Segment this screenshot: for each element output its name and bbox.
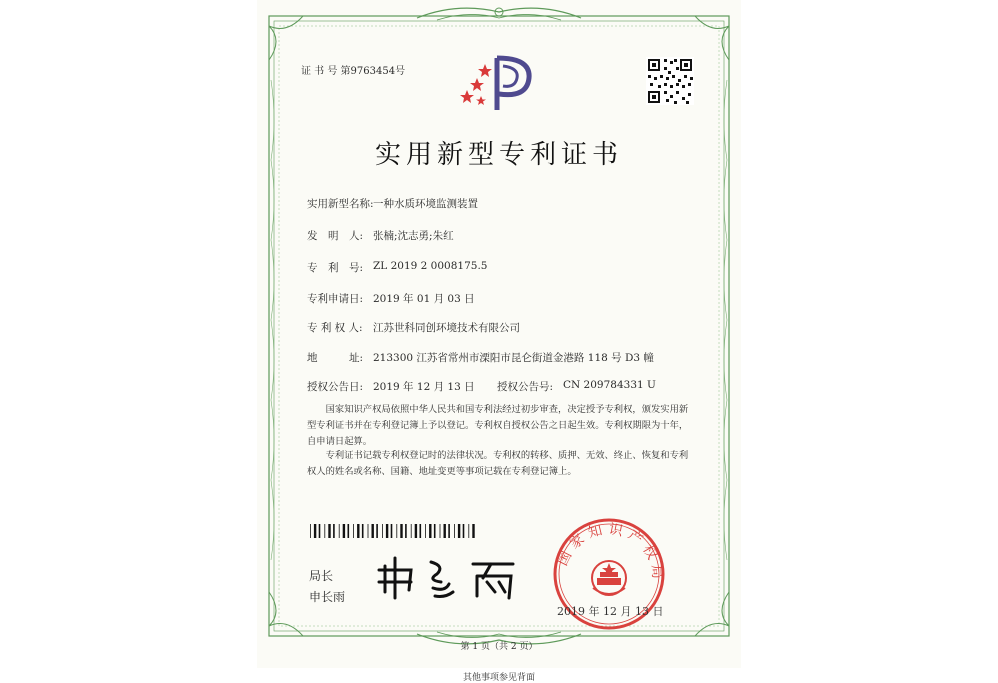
field-value-announce-number: CN 209784331 U [563,379,656,391]
certificate-title: 实用新型专利证书 [374,140,623,170]
field-label-name: 实用新型名称: [307,198,374,210]
field-label-patentee: 专 利 权 人: [307,322,363,334]
field-value-inventors: 张楠;沈志勇;朱红 [373,230,454,242]
certificate-number: 证 书 号 第9763454号 [301,66,406,77]
field-value-patentee: 江苏世科同创环境技术有限公司 [373,322,520,334]
field-label-address: 地 址: [307,352,364,364]
field-label-application-date: 专利申请日: [307,293,364,305]
field-value-application-date: 2019 年 01 月 03 日 [373,293,475,305]
field-value-name: 一种水质环境监测装置 [373,198,478,210]
barcode-icon [310,524,478,538]
field-label-announce-number: 授权公告号: [497,381,554,393]
qr-code-icon [646,57,694,105]
certificate-page [257,0,741,668]
field-value-address: 213300 江苏省常州市溧阳市昆仑街道金港路 118 号 D3 幢 [373,352,654,364]
field-label-patent-number: 专 利 号: [307,262,364,274]
seal-date: 2019 年 12 月 13 日 [557,605,664,618]
field-label-inventors: 发 明 人: [307,230,364,242]
field-label-announce-date: 授权公告日: [307,381,364,393]
paragraph-legal-status: 专利证书记载专利权登记时的法律状况。专利权的转移、质押、无效、终止、恢复和专利权人的姓名或名称、国籍、地址变更等事项记载在专利登记簿上。 [307,450,689,477]
svg-text:国家知识产权局: 国家知识产权局 [554,521,666,585]
officer-name: 申长雨 [309,590,346,604]
page-indicator: 第 1 页（共 2 页） [460,642,538,652]
field-value-patent-number: ZL 2019 2 0008175.5 [373,260,488,272]
patent-office-logo-icon [459,54,539,112]
officer-title: 局长 [309,569,334,583]
paragraph-grant: 国家知识产权局依照中华人民共和国专利法经过初步审查，决定授予专利权，颁发实用新型专利证书并在专利登记簿上予以登记。专利权自授权公告之日起生效。专利权期限为十年，自申请日起算。 [307,404,689,447]
footer-note: 其他事项参见背面 [462,673,535,683]
field-value-announce-date: 2019 年 12 月 13 日 [373,381,475,393]
signature-icon [375,552,525,602]
